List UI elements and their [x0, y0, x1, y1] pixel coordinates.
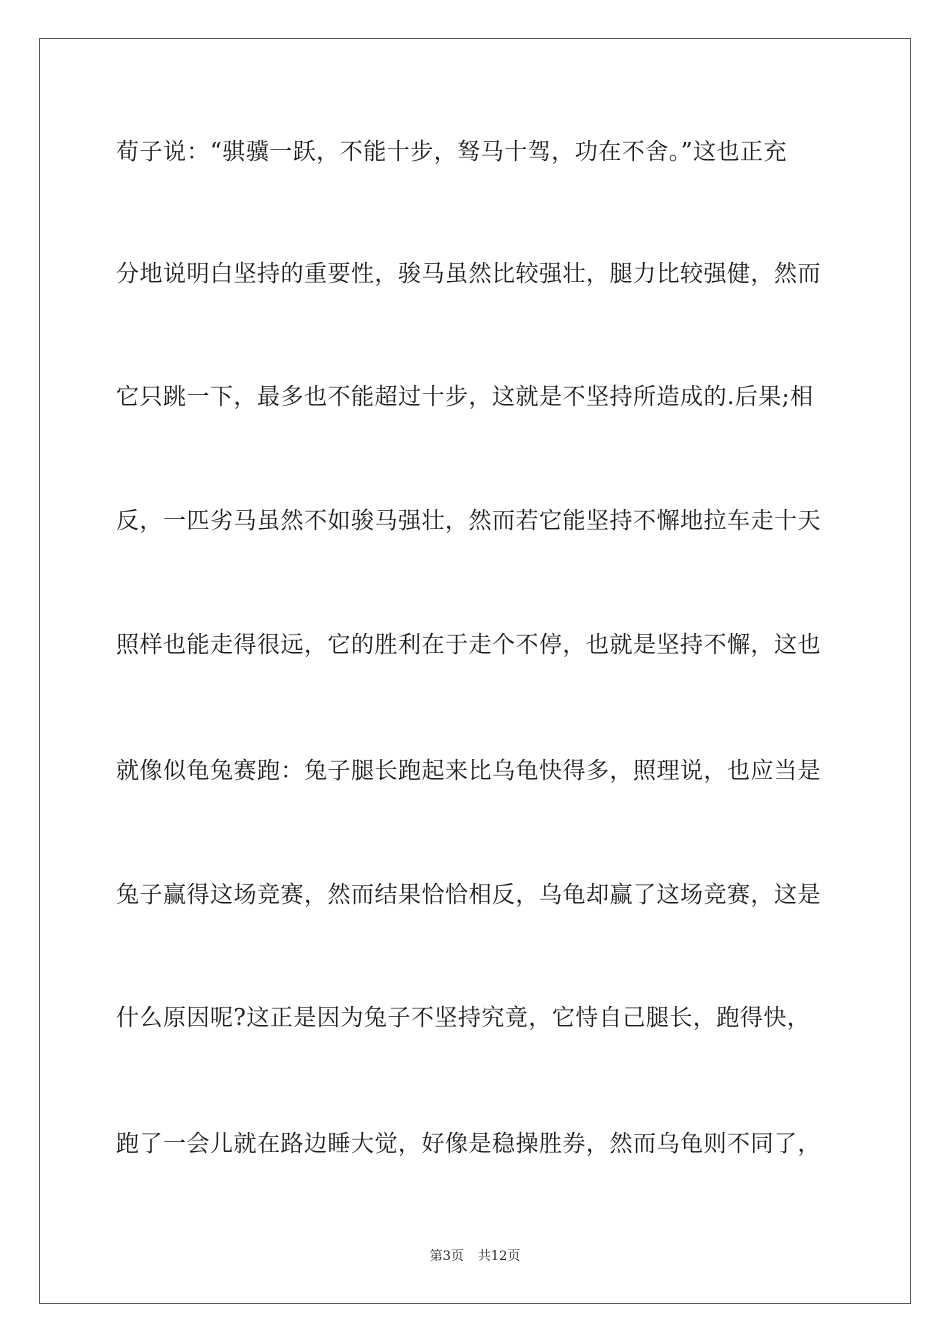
page-number: 第3页 [429, 1249, 464, 1264]
text-line-9: 跑了一会儿就在路边睡大觉，好像是稳操胜券，然而乌龟则不同了， [116, 1131, 821, 1157]
text-line-4: 反，一匹劣马虽然不如骏马强壮，然而若它能坚持不懈地拉车走十天 [116, 508, 821, 534]
page-total: 共12页 [477, 1249, 521, 1264]
page-border [39, 38, 911, 1304]
text-line-1: 荀子说：“骐骥一跃，不能十步，驽马十驾，功在不舍。”这也正充 [116, 139, 788, 165]
text-line-5: 照样也能走得很远，它的胜利在于走个不停，也就是坚持不懈，这也 [116, 632, 821, 658]
text-line-6: 就像似龟兔赛跑：兔子腿长跑起来比乌龟快得多，照理说，也应当是 [116, 758, 821, 784]
page-footer [0, 1248, 950, 1266]
text-line-2: 分地说明白坚持的重要性，骏马虽然比较强壮，腿力比较强健，然而 [116, 261, 821, 287]
text-line-8: 什么原因呢?这正是因为兔子不坚持究竟，它恃自己腿长，跑得快， [116, 1005, 811, 1031]
text-line-7: 兔子赢得这场竞赛，然而结果恰恰相反，乌龟却赢了这场竞赛，这是 [116, 882, 821, 908]
text-line-3: 它只跳一下，最多也不能超过十步，这就是不坚持所造成的.后果;相 [116, 384, 814, 410]
